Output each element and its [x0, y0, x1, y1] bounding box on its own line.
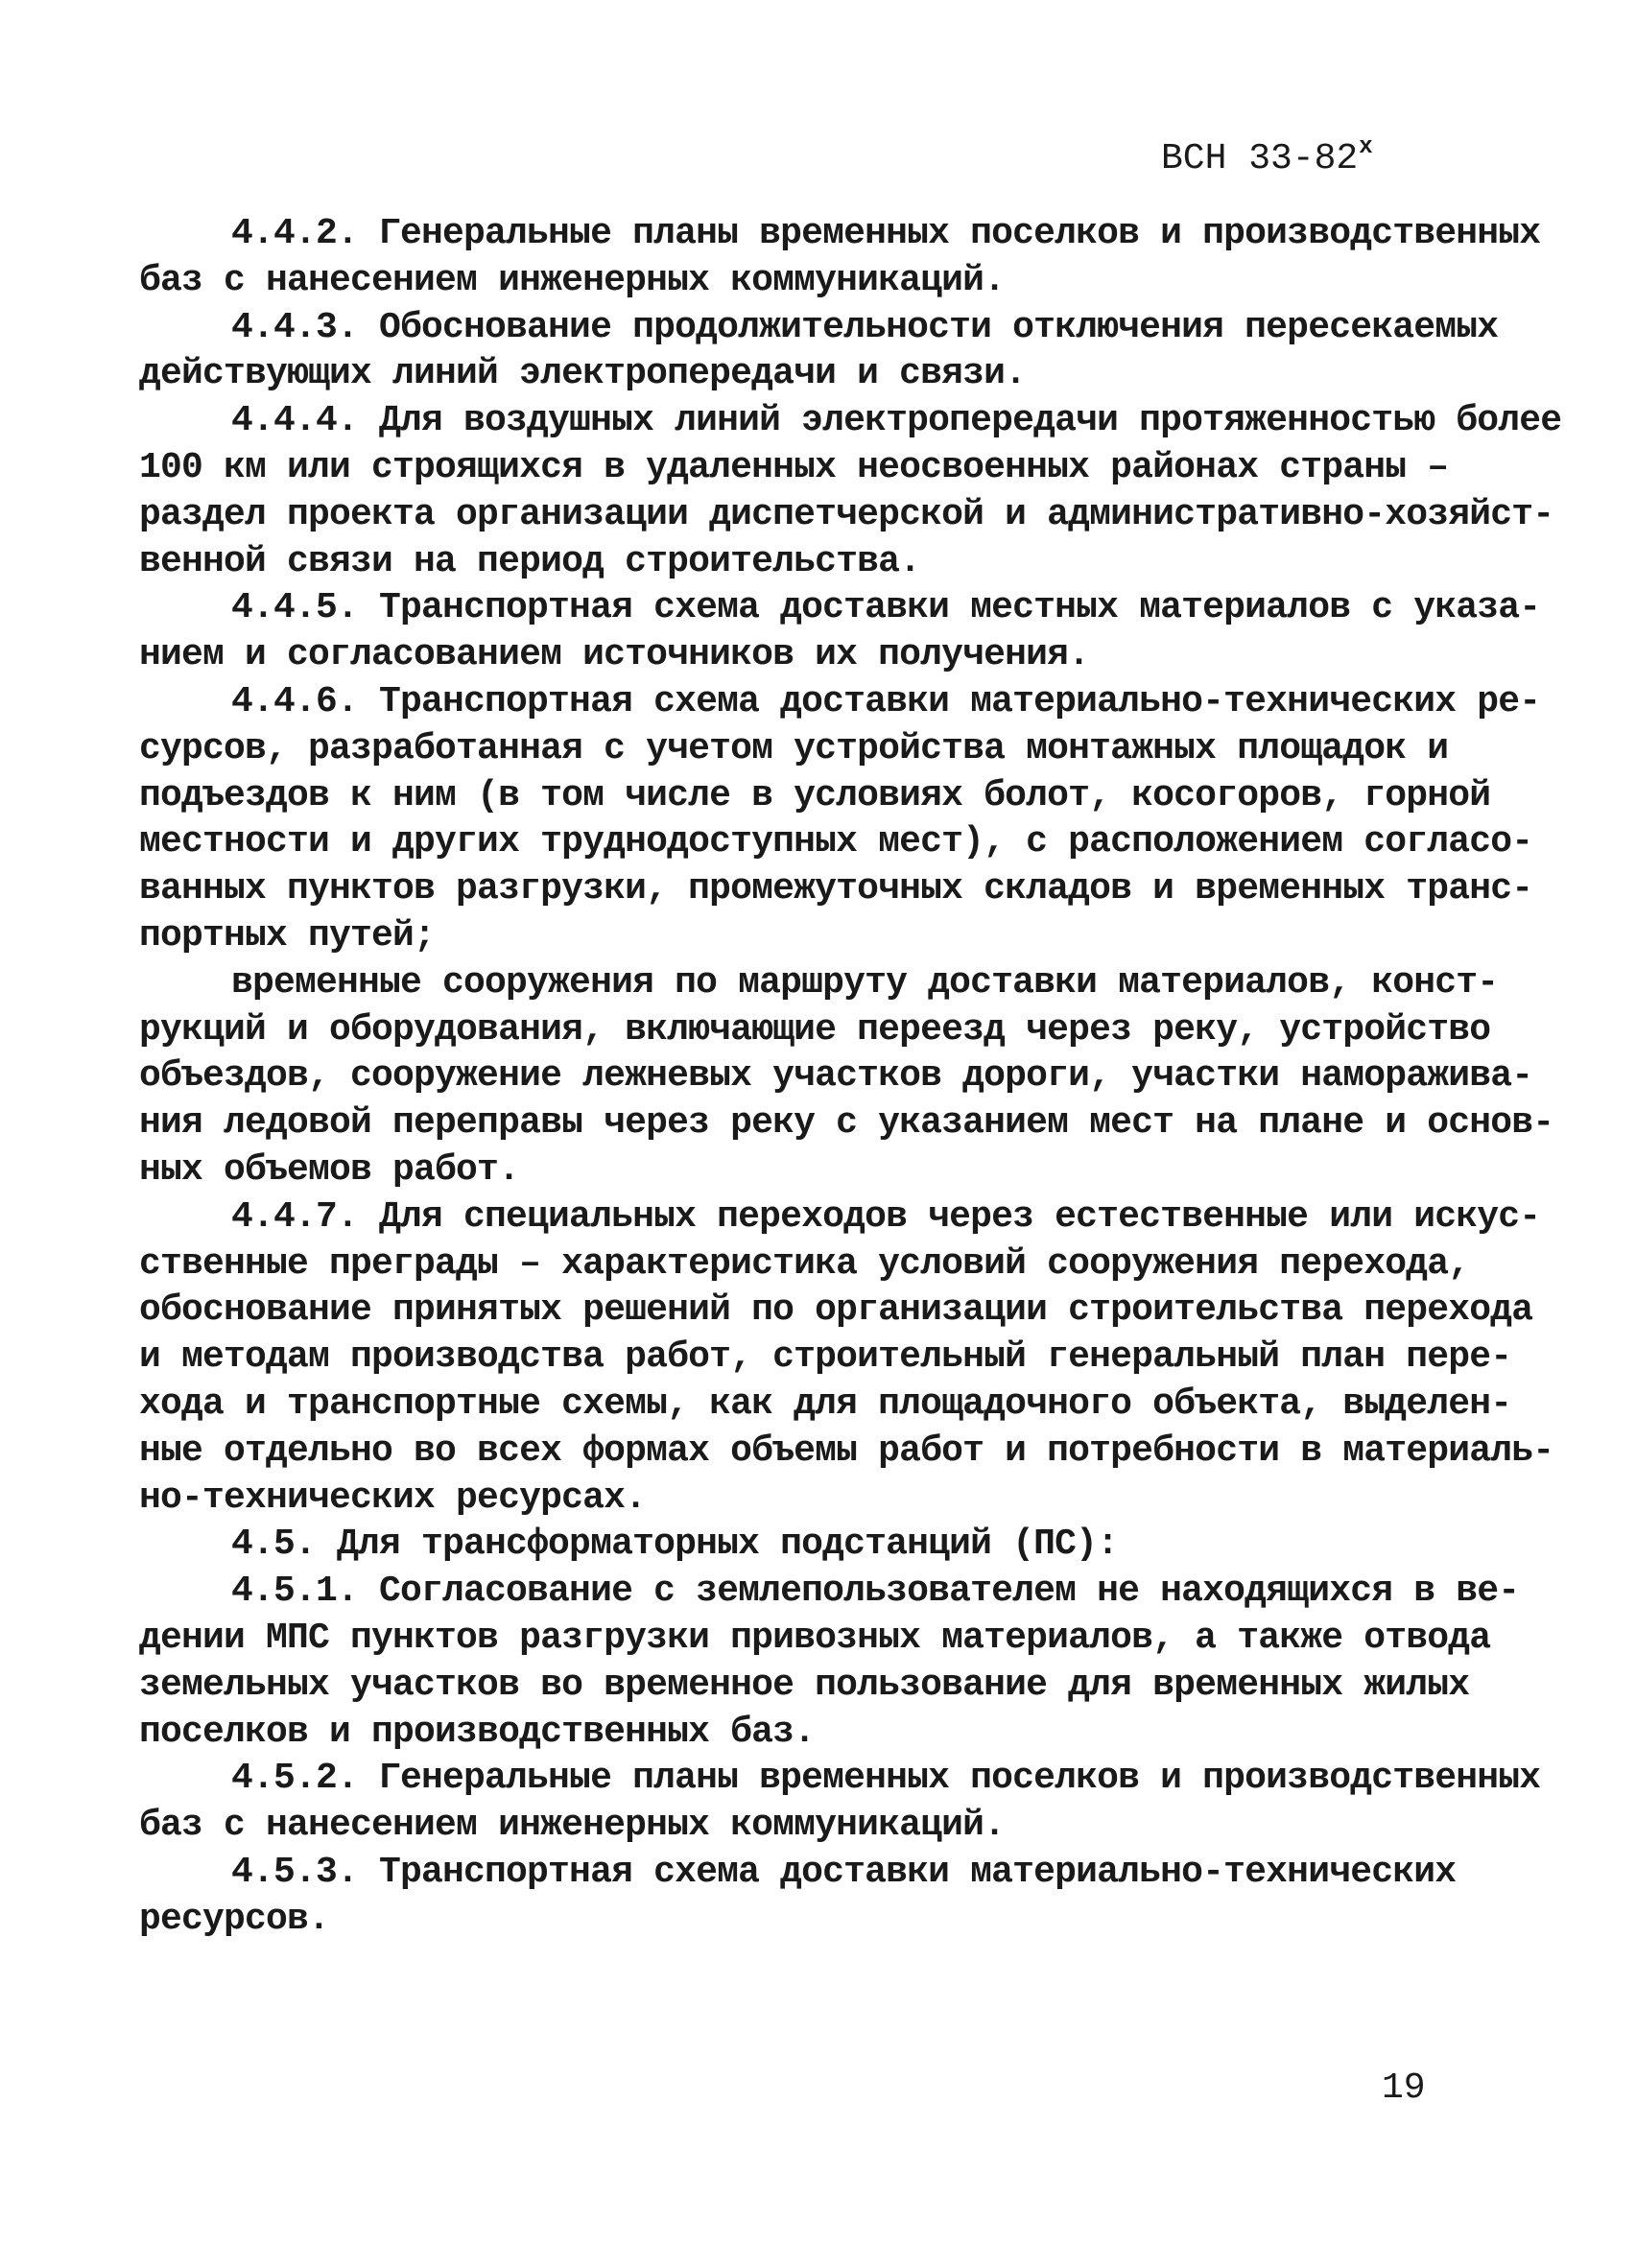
- paragraph-line: объездов, сооружение лежневых участков дороги, участки наморажива-: [139, 1055, 1533, 1097]
- paragraph-line: раздел проекта организации диспетчерской и административно-хозяйст-: [139, 494, 1554, 535]
- paragraph-line: хода и транспортные схемы, как для площадочного объекта, выделен-: [139, 1383, 1512, 1425]
- paragraph-first-line: 4.5.3. Транспортная схема доставки материально-технических: [231, 1852, 1457, 1893]
- paragraph-line: местности и других труднодоступных мест), с расположением согласо-: [139, 821, 1533, 862]
- paragraph-line: поселков и производственных баз.: [139, 1712, 816, 1753]
- paragraph-line: 100 км или строящихся в удаленных неосвоенных районах страны –: [139, 447, 1449, 488]
- paragraph-line: нием и согласованием источников их получения.: [139, 634, 1090, 675]
- document-code: [1161, 134, 1373, 179]
- paragraph-line: портных путей;: [139, 915, 436, 957]
- paragraph-line: ственные преграды – характеристика условий сооружения перехода,: [139, 1243, 1470, 1285]
- paragraph-first-line: 4.4.6. Транспортная схема доставки материально-технических ре-: [231, 681, 1541, 722]
- paragraph-line: земельных участков во временное пользование для временных жилых: [139, 1665, 1470, 1706]
- page-number: 19: [1382, 2067, 1426, 2109]
- paragraph-line: подъездов к ним (в том числе в условиях болот, косогоров, горной: [139, 775, 1491, 816]
- paragraph-first-line: 4.4.7. Для специальных переходов через естественные или искус-: [231, 1196, 1541, 1238]
- paragraph-first-line: 4.4.3. Обоснование продолжительности отключения пересекаемых: [231, 307, 1499, 348]
- paragraph-first-line: 4.4.2. Генеральные планы временных поселков и производственных: [231, 213, 1541, 254]
- paragraph-line: венной связи на период строительства.: [139, 541, 921, 582]
- paragraph-line: и методам производства работ, строительный генеральный план пере-: [139, 1336, 1512, 1378]
- paragraph-line: ных объемов работ.: [139, 1149, 520, 1191]
- paragraph-line: но-технических ресурсах.: [139, 1477, 647, 1519]
- paragraph-line: ния ледовой переправы через реку с указанием мест на плане и основ-: [139, 1102, 1554, 1144]
- paragraph-line: сурсов, разработанная с учетом устройства монтажных площадок и: [139, 728, 1449, 769]
- paragraph-first-line: 4.4.4. Для воздушных линий электропередачи протяженностью более: [231, 400, 1562, 441]
- paragraph-line: дении МПС пунктов разгрузки привозных материалов, а также отвода: [139, 1618, 1491, 1659]
- paragraph-line: баз с нанесением инженерных коммуникаций.: [139, 260, 1006, 301]
- paragraph-line: ные отдельно во всех формах объемы работ и потребности в материаль-: [139, 1430, 1554, 1472]
- document-code-mark: х: [1359, 134, 1373, 160]
- paragraph-first-line: временные сооружения по маршруту доставки материалов, конст-: [231, 962, 1499, 1004]
- paragraph-first-line: 4.5.2. Генеральные планы временных поселков и производственных: [231, 1758, 1541, 1799]
- paragraph-first-line: 4.5.1. Согласование с землепользователем не находящихся в ве-: [231, 1571, 1520, 1612]
- paragraph-line: действующих линий электропередачи и связи.: [139, 353, 1027, 394]
- paragraph-line: баз с нанесением инженерных коммуникаций.: [139, 1805, 1006, 1846]
- paragraph-line: рукций и оборудования, включающие переезд через реку, устройство: [139, 1009, 1491, 1051]
- paragraph-first-line: 4.5. Для трансформаторных подстанций (ПС):: [231, 1524, 1119, 1565]
- paragraph-line: ресурсов.: [139, 1899, 330, 1940]
- paragraph-line: ванных пунктов разгрузки, промежуточных складов и временных транс-: [139, 868, 1533, 910]
- document-code-text: ВСН 33-82: [1161, 138, 1359, 179]
- paragraph-first-line: 4.4.5. Транспортная схема доставки местных материалов с указа-: [231, 587, 1541, 628]
- paragraph-line: обоснование принятых решений по организации строительства перехода: [139, 1289, 1533, 1331]
